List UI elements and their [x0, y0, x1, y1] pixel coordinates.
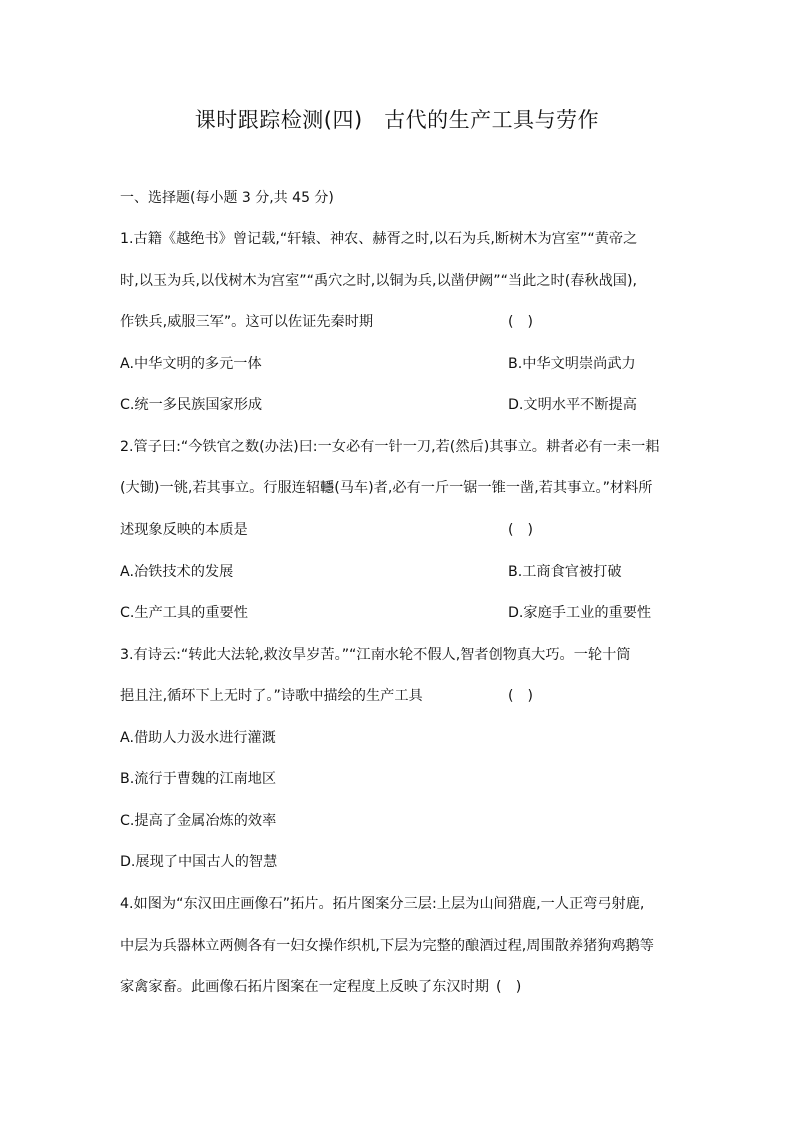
question-3-option-b: B.流行于曹魏的江南地区	[120, 771, 277, 787]
question-3-answer-blank[interactable]: ( )	[508, 688, 533, 704]
question-2-line-1: 2.管子曰:“今铁官之数(办法)曰:一女必有一针一刀,若(然后)其事立。耕者必有一耒一耜	[120, 439, 660, 455]
question-2-option-c: C.生产工具的重要性	[120, 605, 248, 621]
question-1-line-3: 作铁兵,威服三军”。这可以佐证先秦时期	[120, 314, 374, 330]
question-3-line-1: 3.有诗云:“转此大法轮,救汝旱岁苦。”“江南水轮不假人,智者创物真大巧。一轮十筒	[120, 647, 631, 663]
question-1-line-1: 1.古籍《越绝书》曾记载,“轩辕、神农、赫胥之时,以石为兵,断树木为宫室”“黄帝之	[120, 231, 638, 247]
question-1-option-d: D.文明水平不断提高	[508, 397, 637, 413]
question-1-answer-blank[interactable]: ( )	[508, 314, 533, 330]
question-1-option-c: C.统一多民族国家形成	[120, 397, 263, 413]
question-4-line-2: 中层为兵器林立两侧各有一妇女操作织机,下层为完整的酿酒过程,周围散养猪狗鸡鹅等	[120, 938, 654, 954]
question-2-line-2: (大锄)一铫,若其事立。行服连轺𨏈(马车)者,必有一斤一锯一锥一凿,若其事立。”材料所	[120, 480, 653, 496]
question-3-line-2: 挹且注,循环下上无时了。”诗歌中描绘的生产工具	[120, 688, 423, 704]
page-title: 课时跟踪检测(四) 古代的生产工具与劳作	[194, 108, 600, 132]
question-2-option-d: D.家庭手工业的重要性	[508, 605, 652, 621]
question-3-option-a: A.借助人力汲水进行灌溉	[120, 730, 276, 746]
section-heading: 一、选择题(每小题 3 分,共 45 分)	[120, 190, 334, 206]
question-4-line-3: 家禽家畜。此画像石拓片图案在一定程度上反映了东汉时期 ( )	[120, 979, 522, 995]
question-1-option-b: B.中华文明崇尚武力	[508, 356, 636, 372]
question-2-option-b: B.工商食官被打破	[508, 564, 622, 580]
question-2-answer-blank[interactable]: ( )	[508, 522, 533, 538]
question-4-line-1: 4.如图为“东汉田庄画像石”拓片。拓片图案分三层:上层为山间猎鹿,一人正弯弓射鹿,	[120, 896, 645, 912]
question-2-line-3: 述现象反映的本质是	[120, 522, 248, 538]
question-1-line-2: 时,以玉为兵,以伐树木为宫室”“禹穴之时,以铜为兵,以凿伊阙”“当此之时(春秋战国),	[120, 273, 638, 289]
question-1-option-a: A.中华文明的多元一体	[120, 356, 262, 372]
question-2-option-a: A.冶铁技术的发展	[120, 564, 234, 580]
question-3-option-c: C.提高了金属冶炼的效率	[120, 813, 277, 829]
question-3-option-d: D.展现了中国古人的智慧	[120, 854, 278, 870]
